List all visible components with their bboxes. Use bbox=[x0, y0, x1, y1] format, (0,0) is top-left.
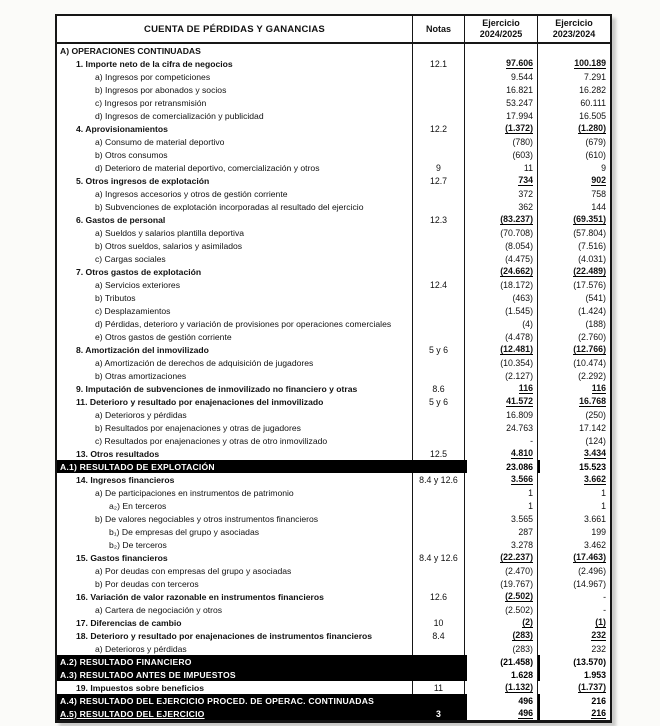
row-label: A.3) RESULTADO ANTES DE IMPUESTOS bbox=[57, 668, 413, 681]
table-row bbox=[57, 343, 610, 356]
row-label: 17. Diferencias de cambio bbox=[57, 616, 413, 629]
table-row bbox=[57, 486, 610, 499]
total-bar-row bbox=[57, 460, 610, 473]
row-note bbox=[413, 252, 465, 265]
row-value-2024-2025: 16.809 bbox=[465, 408, 538, 421]
row-label: a) Consumo de material deportivo bbox=[57, 135, 413, 148]
row-value-2023-2024: (10.474) bbox=[573, 357, 606, 368]
row-value-2023-2024: 232 bbox=[591, 643, 606, 654]
row-value-2024-2025: (21.458) bbox=[465, 655, 538, 668]
row-note bbox=[413, 668, 465, 681]
row-label: b) Resultados por enajenaciones y otras de jugadores bbox=[57, 421, 413, 434]
row-value-2024-2025: 41.572 bbox=[465, 395, 538, 408]
row-label: A.4) RESULTADO DEL EJERCICIO PROCED. DE OPERAC. CONTINUADAS bbox=[57, 694, 413, 707]
row-note bbox=[413, 577, 465, 590]
row-value-2024-2025: 1.628 bbox=[465, 668, 538, 681]
table-header bbox=[57, 16, 610, 44]
row-value-2023-2024: (57.804) bbox=[573, 227, 606, 238]
row-value-2024-2025: (4.475) bbox=[465, 252, 538, 265]
row-label: a) Amortización de derechos de adquisición de jugadores bbox=[57, 356, 413, 369]
row-note bbox=[413, 421, 465, 434]
row-value-2024-2025: 53.247 bbox=[465, 96, 538, 109]
row-note: 3 bbox=[413, 707, 465, 720]
row-note bbox=[413, 486, 465, 499]
table-row bbox=[57, 382, 610, 395]
row-value-2023-2024: 16.282 bbox=[579, 84, 606, 95]
row-value-2023-2024: 116 bbox=[591, 383, 606, 393]
row-label: 5. Otros ingresos de explotación bbox=[57, 174, 413, 187]
row-note bbox=[413, 226, 465, 239]
total-bar-row bbox=[57, 694, 610, 707]
table-row bbox=[57, 590, 610, 603]
row-value-2024-2025: (2.502) bbox=[465, 603, 538, 616]
table-row bbox=[57, 395, 610, 408]
row-value-2024-2025: 3.566 bbox=[465, 473, 538, 486]
row-value-2024-2025: (22.237) bbox=[465, 551, 538, 564]
row-value-2023-2024: (13.570) bbox=[538, 655, 610, 668]
row-note: 12.5 bbox=[413, 447, 465, 460]
row-note bbox=[413, 460, 465, 473]
row-note bbox=[413, 525, 465, 538]
row-label: 14. Ingresos financieros bbox=[57, 473, 413, 486]
row-note: 8.4 y 12.6 bbox=[413, 473, 465, 486]
row-value-2023-2024: (250) bbox=[585, 409, 606, 420]
row-note: 8.4 y 12.6 bbox=[413, 551, 465, 564]
row-label: 15. Gastos financieros bbox=[57, 551, 413, 564]
table-row bbox=[57, 525, 610, 538]
table-row bbox=[57, 616, 610, 629]
row-value-2023-2024: (188) bbox=[585, 318, 606, 329]
row-label: A) OPERACIONES CONTINUADAS bbox=[57, 44, 413, 57]
row-value-2024-2025: 9.544 bbox=[465, 70, 538, 83]
row-value-2024-2025: (283) bbox=[465, 642, 538, 655]
row-value-2023-2024: 17.142 bbox=[579, 422, 606, 433]
row-value-2023-2024: (610) bbox=[585, 149, 606, 160]
row-note: 9 bbox=[413, 161, 465, 174]
row-note bbox=[413, 356, 465, 369]
table-row bbox=[57, 83, 610, 96]
table-body bbox=[57, 44, 610, 720]
table-row bbox=[57, 603, 610, 616]
row-note bbox=[413, 135, 465, 148]
row-note bbox=[413, 655, 465, 668]
table-row bbox=[57, 239, 610, 252]
row-label: A.1) RESULTADO DE EXPLOTACIÓN bbox=[57, 460, 413, 473]
row-label: b₂) De terceros bbox=[57, 538, 413, 551]
row-value-2024-2025: 1 bbox=[465, 486, 538, 499]
row-value-2024-2025: - bbox=[465, 434, 538, 447]
table-row bbox=[57, 70, 610, 83]
row-value-2023-2024: (1.424) bbox=[578, 305, 606, 316]
row-note: 5 y 6 bbox=[413, 343, 465, 356]
row-note bbox=[413, 330, 465, 343]
row-note bbox=[413, 44, 465, 57]
table-row bbox=[57, 551, 610, 564]
row-label: A.2) RESULTADO FINANCIERO bbox=[57, 655, 413, 668]
row-value-2024-2025: (2.127) bbox=[465, 369, 538, 382]
row-note bbox=[413, 304, 465, 317]
total-bar-row bbox=[57, 707, 610, 720]
table-row bbox=[57, 564, 610, 577]
row-label: a) Cartera de negociación y otros bbox=[57, 603, 413, 616]
header-year-2024-2025 bbox=[465, 16, 538, 42]
row-value-2024-2025: 3.565 bbox=[465, 512, 538, 525]
table-row bbox=[57, 681, 610, 694]
row-value-2023-2024: (2.760) bbox=[578, 331, 606, 342]
row-note bbox=[413, 603, 465, 616]
row-value-2023-2024: (22.489) bbox=[573, 266, 606, 276]
row-label: a) Ingresos por competiciones bbox=[57, 70, 413, 83]
row-label: b) Otros sueldos, salarios y asimilados bbox=[57, 239, 413, 252]
row-value-2024-2025: (8.054) bbox=[465, 239, 538, 252]
row-value-2024-2025: 362 bbox=[465, 200, 538, 213]
table-row bbox=[57, 213, 610, 226]
header-title: CUENTA DE PÉRDIDAS Y GANANCIAS bbox=[57, 16, 413, 42]
row-value-2024-2025: 24.763 bbox=[465, 421, 538, 434]
row-value-2024-2025: (2.502) bbox=[465, 590, 538, 603]
row-value-2024-2025: (1.372) bbox=[465, 122, 538, 135]
row-label: a) Por deudas con empresas del grupo y asociadas bbox=[57, 564, 413, 577]
row-note: 12.2 bbox=[413, 122, 465, 135]
row-value-2023-2024: 9 bbox=[601, 162, 606, 173]
row-label: 11. Deterioro y resultado por enajenaciones del inmovilizado bbox=[57, 395, 413, 408]
table-row bbox=[57, 499, 610, 512]
row-value-2023-2024: 1.953 bbox=[538, 668, 610, 681]
row-note: 10 bbox=[413, 616, 465, 629]
row-label: 1. Importe neto de la cifra de negocios bbox=[57, 57, 413, 70]
header-year-line1: Ejercicio bbox=[555, 18, 593, 28]
row-note: 12.1 bbox=[413, 57, 465, 70]
table-row bbox=[57, 187, 610, 200]
table-row bbox=[57, 148, 610, 161]
row-note bbox=[413, 564, 465, 577]
row-value-2024-2025: (4.478) bbox=[465, 330, 538, 343]
row-value-2023-2024: - bbox=[603, 591, 606, 602]
row-value-2023-2024: (4.031) bbox=[578, 253, 606, 264]
row-value-2023-2024: (17.576) bbox=[573, 279, 606, 290]
row-value-2024-2025: 116 bbox=[465, 382, 538, 395]
table-row bbox=[57, 109, 610, 122]
row-label: a) Ingresos accesorios y otros de gestión corriente bbox=[57, 187, 413, 200]
table-row bbox=[57, 434, 610, 447]
row-value-2024-2025: 97.606 bbox=[465, 57, 538, 70]
table-row bbox=[57, 200, 610, 213]
row-note bbox=[413, 291, 465, 304]
table-row bbox=[57, 512, 610, 525]
row-label: 7. Otros gastos de explotación bbox=[57, 265, 413, 278]
row-value-2023-2024: 3.662 bbox=[583, 474, 606, 484]
table-row bbox=[57, 421, 610, 434]
row-label: a) Servicios exteriores bbox=[57, 278, 413, 291]
row-note bbox=[413, 317, 465, 330]
row-note bbox=[413, 83, 465, 96]
row-note bbox=[413, 408, 465, 421]
row-value-2023-2024: 199 bbox=[591, 526, 606, 537]
row-note bbox=[413, 512, 465, 525]
row-value-2024-2025: (24.662) bbox=[465, 265, 538, 278]
row-note bbox=[413, 187, 465, 200]
row-label: a₂) En terceros bbox=[57, 499, 413, 512]
row-label: 8. Amortización del inmovilizado bbox=[57, 343, 413, 356]
table-row bbox=[57, 642, 610, 655]
table-row bbox=[57, 304, 610, 317]
row-value-2024-2025: 4.810 bbox=[465, 447, 538, 460]
row-value-2023-2024: - bbox=[603, 604, 606, 615]
row-value-2024-2025: (1.132) bbox=[465, 681, 538, 694]
row-value-2023-2024: 144 bbox=[591, 201, 606, 212]
row-label: c) Cargas sociales bbox=[57, 252, 413, 265]
row-value-2024-2025: 1 bbox=[465, 499, 538, 512]
row-value-2023-2024 bbox=[538, 44, 610, 57]
header-year-line2: 2023/2024 bbox=[552, 29, 596, 39]
row-value-2024-2025: 17.994 bbox=[465, 109, 538, 122]
row-label: d) Deterioro de material deportivo, comercialización y otros bbox=[57, 161, 413, 174]
row-value-2023-2024: 15.523 bbox=[538, 460, 610, 473]
row-value-2024-2025: (18.172) bbox=[465, 278, 538, 291]
row-note: 12.3 bbox=[413, 213, 465, 226]
row-label: a) Sueldos y salarios plantilla deportiva bbox=[57, 226, 413, 239]
row-label: b) Otros consumos bbox=[57, 148, 413, 161]
row-value-2024-2025: (83.237) bbox=[465, 213, 538, 226]
row-value-2024-2025: 734 bbox=[465, 174, 538, 187]
row-note bbox=[413, 694, 465, 707]
row-note: 12.6 bbox=[413, 590, 465, 603]
row-label: A.5) RESULTADO DEL EJERCICIO bbox=[57, 707, 413, 720]
row-note bbox=[413, 70, 465, 83]
table-row bbox=[57, 278, 610, 291]
row-label: b) Otras amortizaciones bbox=[57, 369, 413, 382]
row-value-2024-2025: (4) bbox=[465, 317, 538, 330]
row-label: 9. Imputación de subvenciones de inmovilizado no financiero y otras bbox=[57, 382, 413, 395]
row-note bbox=[413, 538, 465, 551]
row-value-2024-2025: (463) bbox=[465, 291, 538, 304]
row-label: a) De participaciones en instrumentos de patrimonio bbox=[57, 486, 413, 499]
row-value-2023-2024: 3.462 bbox=[583, 539, 606, 550]
table-row bbox=[57, 447, 610, 460]
row-label: 6. Gastos de personal bbox=[57, 213, 413, 226]
row-value-2023-2024: 1 bbox=[601, 500, 606, 511]
header-year-2023-2024 bbox=[538, 16, 610, 42]
row-value-2023-2024: 16.505 bbox=[579, 110, 606, 121]
table-row bbox=[57, 252, 610, 265]
row-note bbox=[413, 148, 465, 161]
table-row bbox=[57, 356, 610, 369]
row-note bbox=[413, 109, 465, 122]
row-note bbox=[413, 642, 465, 655]
row-value-2024-2025: (2.470) bbox=[465, 564, 538, 577]
row-value-2023-2024: (1.737) bbox=[578, 682, 606, 692]
row-note: 12.4 bbox=[413, 278, 465, 291]
row-value-2024-2025: 496 bbox=[465, 707, 538, 720]
header-year-line2: 2024/2025 bbox=[479, 29, 523, 39]
table-row bbox=[57, 629, 610, 642]
table-row bbox=[57, 317, 610, 330]
table-row bbox=[57, 57, 610, 70]
row-value-2023-2024: 100.189 bbox=[574, 58, 606, 68]
table-row bbox=[57, 538, 610, 551]
table-row bbox=[57, 226, 610, 239]
row-value-2023-2024: (1.280) bbox=[578, 123, 606, 133]
row-note bbox=[413, 200, 465, 213]
row-value-2024-2025: (603) bbox=[465, 148, 538, 161]
row-label: d) Pérdidas, deterioro y variación de provisiones por operaciones comerciales bbox=[57, 317, 413, 330]
row-value-2023-2024: 902 bbox=[591, 175, 606, 185]
row-value-2023-2024: (2.496) bbox=[578, 565, 606, 576]
row-label: a) Deterioros y pérdidas bbox=[57, 642, 413, 655]
row-value-2023-2024: (12.766) bbox=[573, 344, 606, 354]
row-label: b) Subvenciones de explotación incorporadas al resultado del ejercicio bbox=[57, 200, 413, 213]
row-value-2023-2024: 3.434 bbox=[583, 448, 606, 458]
row-value-2023-2024: (7.516) bbox=[578, 240, 606, 251]
row-value-2024-2025: 16.821 bbox=[465, 83, 538, 96]
table-row bbox=[57, 265, 610, 278]
row-value-2023-2024: 7.291 bbox=[583, 71, 606, 82]
row-value-2024-2025: 287 bbox=[465, 525, 538, 538]
row-label: 16. Variación de valor razonable en instrumentos financieros bbox=[57, 590, 413, 603]
row-note bbox=[413, 369, 465, 382]
row-value-2023-2024: (679) bbox=[585, 136, 606, 147]
pnl-table bbox=[55, 14, 612, 723]
row-label: a) Deterioros y pérdidas bbox=[57, 408, 413, 421]
header-notes: Notas bbox=[413, 16, 465, 42]
row-value-2024-2025: (70.708) bbox=[465, 226, 538, 239]
table-row bbox=[57, 577, 610, 590]
row-value-2023-2024: (1) bbox=[595, 617, 606, 627]
row-value-2024-2025: 3.278 bbox=[465, 538, 538, 551]
row-value-2023-2024: 216 bbox=[538, 694, 610, 707]
row-label: b) Ingresos por abonados y socios bbox=[57, 83, 413, 96]
row-value-2024-2025: 372 bbox=[465, 187, 538, 200]
total-bar-row bbox=[57, 668, 610, 681]
table-row bbox=[57, 174, 610, 187]
row-value-2023-2024: (17.463) bbox=[573, 552, 606, 562]
row-value-2024-2025: 11 bbox=[465, 161, 538, 174]
table-row bbox=[57, 291, 610, 304]
row-value-2024-2025: (19.767) bbox=[465, 577, 538, 590]
row-value-2023-2024: (2.292) bbox=[578, 370, 606, 381]
row-note bbox=[413, 96, 465, 109]
table-row bbox=[57, 44, 610, 57]
row-value-2023-2024: 232 bbox=[591, 630, 606, 640]
row-value-2023-2024: 216 bbox=[538, 707, 610, 720]
table-row bbox=[57, 122, 610, 135]
row-note bbox=[413, 434, 465, 447]
row-note bbox=[413, 265, 465, 278]
row-value-2023-2024: (124) bbox=[585, 435, 606, 446]
row-label: b) De valores negociables y otros instrumentos financieros bbox=[57, 512, 413, 525]
row-value-2023-2024: 1 bbox=[601, 487, 606, 498]
table-row bbox=[57, 135, 610, 148]
row-label: 19. Impuestos sobre beneficios bbox=[57, 681, 413, 694]
row-value-2024-2025: 496 bbox=[465, 694, 538, 707]
row-value-2024-2025: (1.545) bbox=[465, 304, 538, 317]
row-label: b₁) De empresas del grupo y asociadas bbox=[57, 525, 413, 538]
row-value-2023-2024: 16.768 bbox=[579, 396, 606, 406]
row-label: b) Por deudas con terceros bbox=[57, 577, 413, 590]
row-value-2024-2025 bbox=[465, 44, 538, 57]
table-row bbox=[57, 96, 610, 109]
row-label: c) Ingresos por retransmisión bbox=[57, 96, 413, 109]
table-row bbox=[57, 161, 610, 174]
row-value-2024-2025: (12.481) bbox=[465, 343, 538, 356]
row-note: 12.7 bbox=[413, 174, 465, 187]
row-value-2024-2025: (283) bbox=[465, 629, 538, 642]
row-label: c) Desplazamientos bbox=[57, 304, 413, 317]
table-row bbox=[57, 369, 610, 382]
row-label: b) Tributos bbox=[57, 291, 413, 304]
row-note: 11 bbox=[413, 681, 465, 694]
row-note: 8.6 bbox=[413, 382, 465, 395]
row-value-2023-2024: (14.967) bbox=[573, 578, 606, 589]
row-value-2023-2024: 3.661 bbox=[583, 513, 606, 524]
row-value-2024-2025: (780) bbox=[465, 135, 538, 148]
row-note: 8.4 bbox=[413, 629, 465, 642]
row-value-2023-2024: 60.111 bbox=[580, 97, 606, 108]
row-value-2024-2025: 23.086 bbox=[465, 460, 538, 473]
row-value-2024-2025: (10.354) bbox=[465, 356, 538, 369]
row-note bbox=[413, 499, 465, 512]
row-label: d) Ingresos de comercialización y publicidad bbox=[57, 109, 413, 122]
row-value-2024-2025: (2) bbox=[465, 616, 538, 629]
table-row bbox=[57, 408, 610, 421]
row-label: 4. Aprovisionamientos bbox=[57, 122, 413, 135]
row-label: 13. Otros resultados bbox=[57, 447, 413, 460]
header-year-line1: Ejercicio bbox=[482, 18, 520, 28]
table-row bbox=[57, 330, 610, 343]
row-value-2023-2024: 758 bbox=[591, 188, 606, 199]
row-note: 5 y 6 bbox=[413, 395, 465, 408]
total-bar-row bbox=[57, 655, 610, 668]
table-row bbox=[57, 473, 610, 486]
row-value-2023-2024: (69.351) bbox=[573, 214, 606, 224]
row-label: c) Resultados por enajenaciones y otras de otro inmovilizado bbox=[57, 434, 413, 447]
row-label: e) Otros gastos de gestión corriente bbox=[57, 330, 413, 343]
row-note bbox=[413, 239, 465, 252]
row-label: 18. Deterioro y resultado por enajenaciones de instrumentos financieros bbox=[57, 629, 413, 642]
row-value-2023-2024: (541) bbox=[585, 292, 606, 303]
